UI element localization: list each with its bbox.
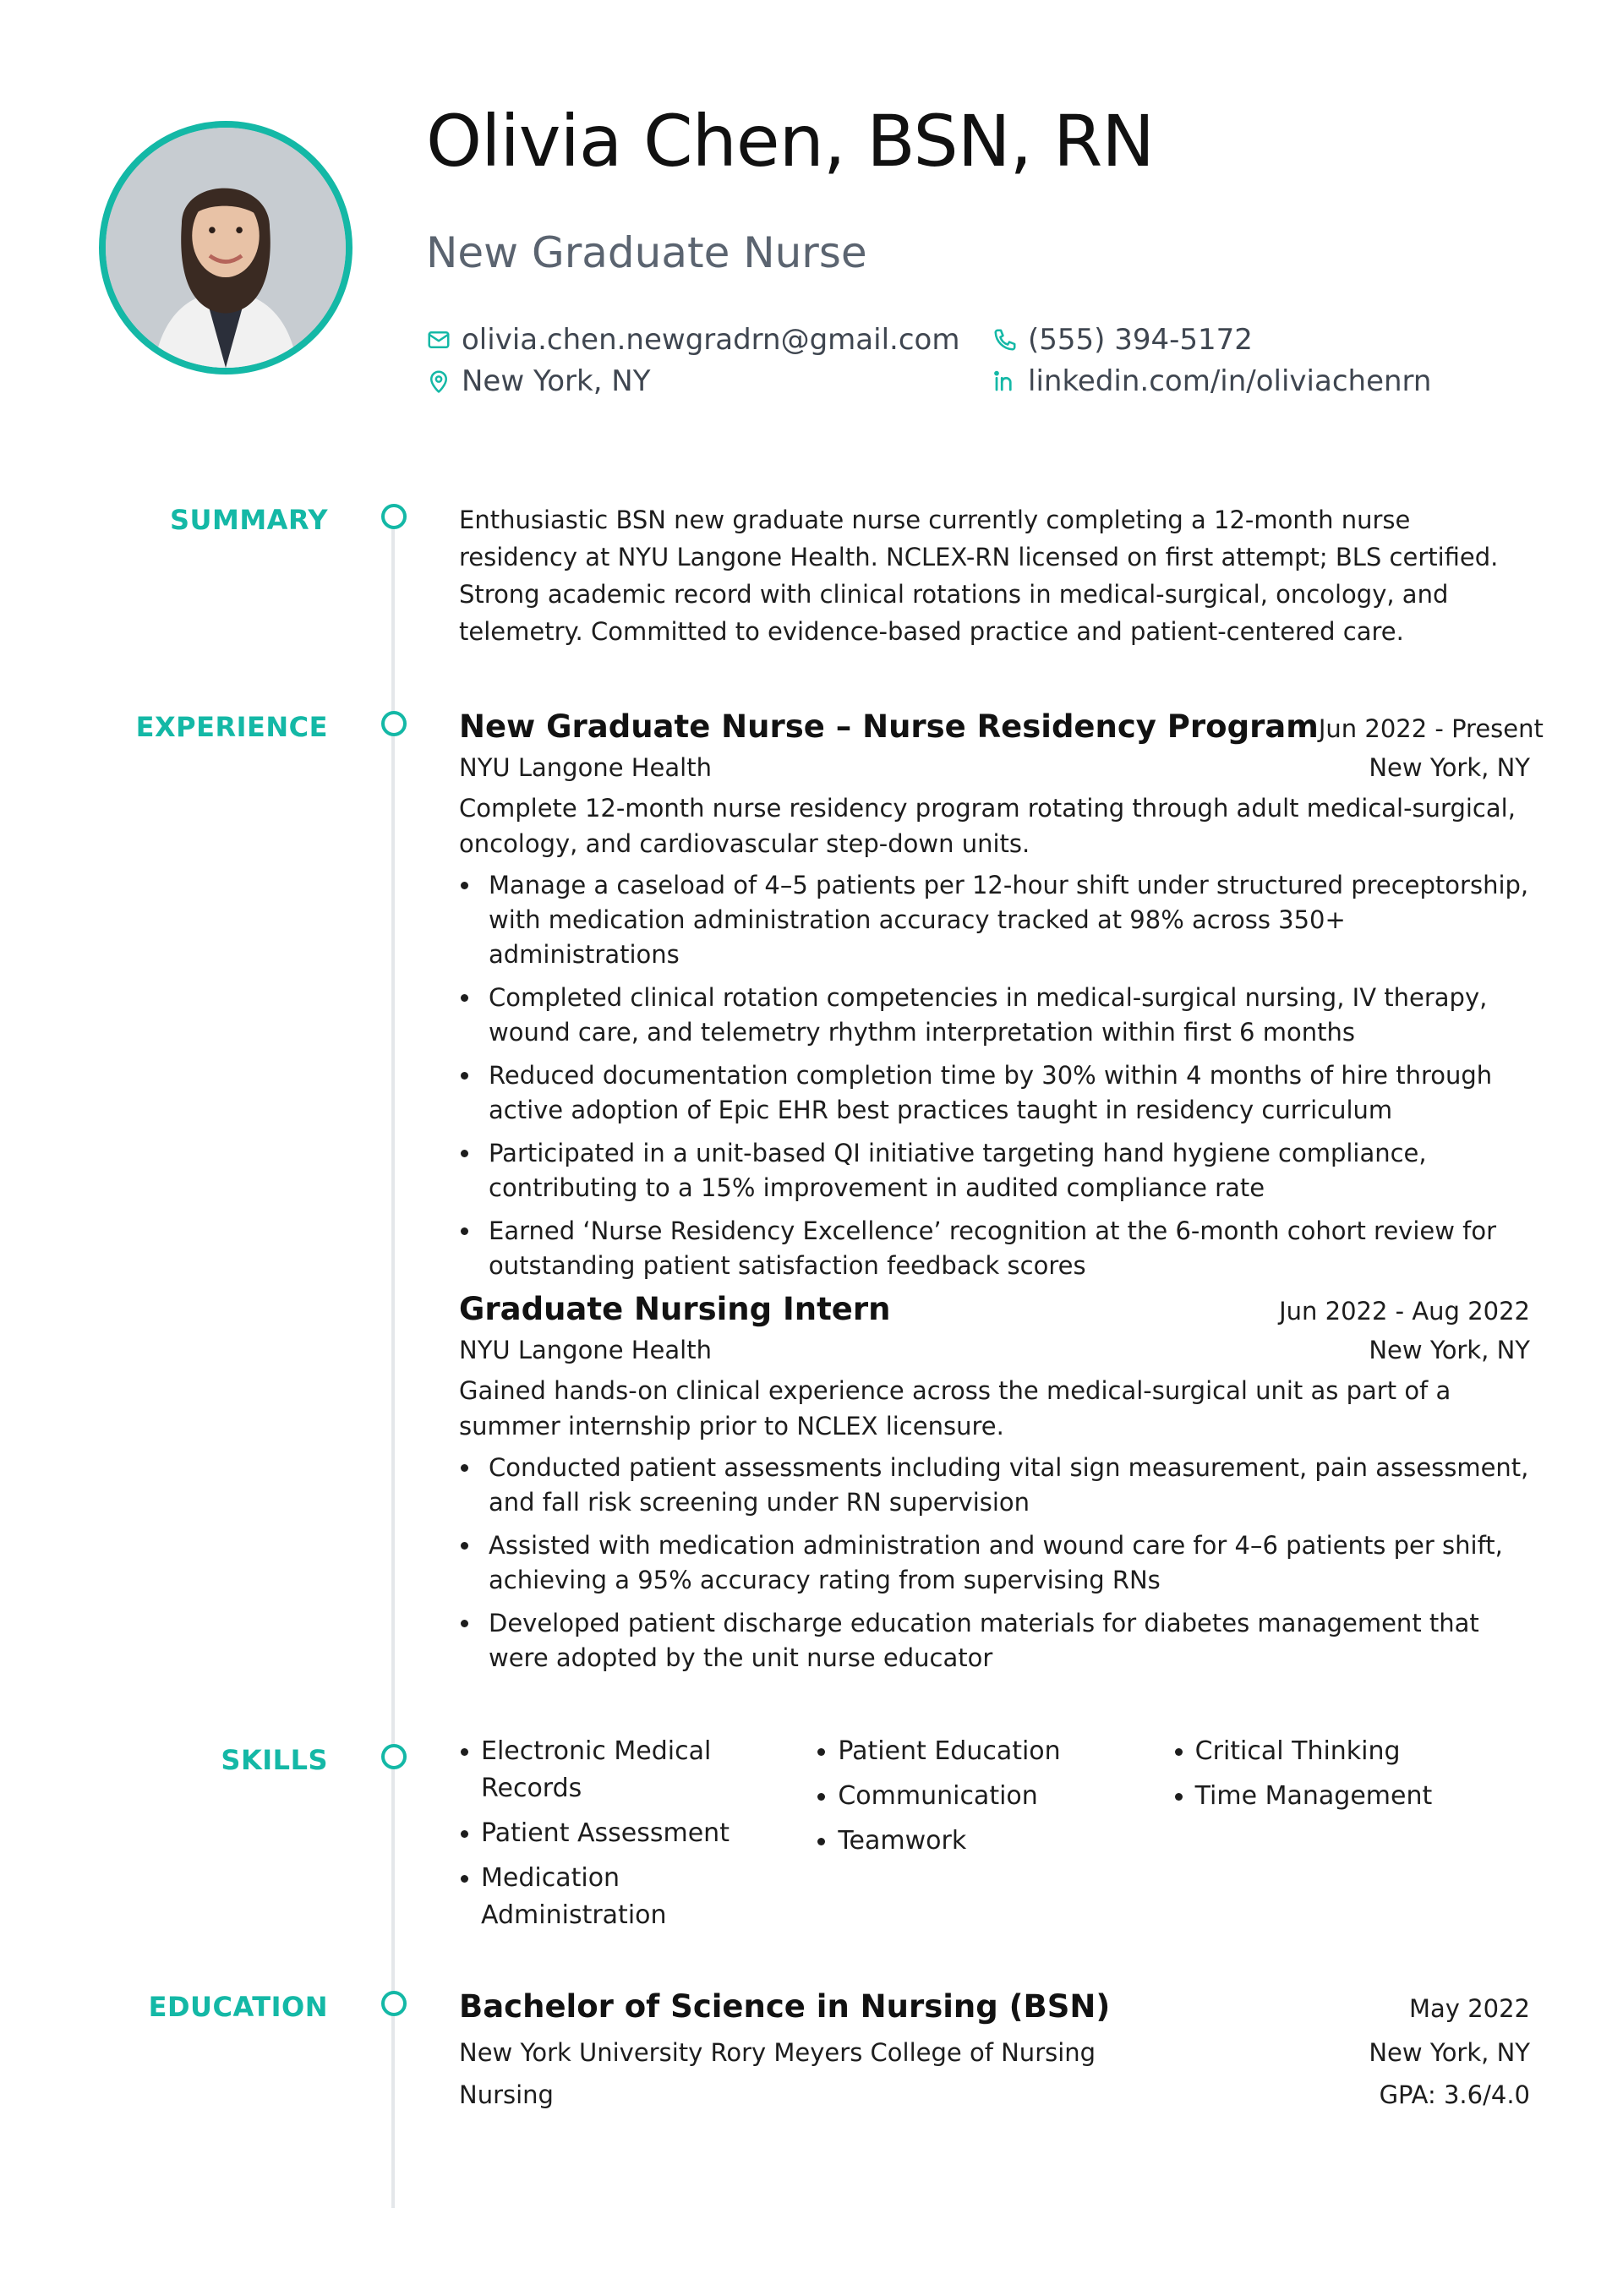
education-date: May 2022 <box>1409 1994 1530 2023</box>
school-location: New York, NY <box>1369 2038 1530 2067</box>
degree-title: Bachelor of Science in Nursing (BSN) <box>459 1988 1111 2025</box>
education-item <box>459 1988 1530 2109</box>
timeline-dot <box>381 504 407 529</box>
section-label-experience: EXPERIENCE <box>135 711 328 743</box>
job-dates: Jun 2022 - Aug 2022 <box>1279 1297 1530 1326</box>
school-name: New York University Rory Meyers College of Nursing <box>459 2038 1096 2067</box>
skills-grid <box>459 1733 1530 1942</box>
map-pin-icon <box>426 369 451 394</box>
skill-item: Patient Education <box>816 1733 1125 1770</box>
candidate-name: Olivia Chen, BSN, RN <box>426 100 1155 183</box>
skills-column <box>1173 1733 1530 1942</box>
contact-email[interactable] <box>426 323 959 357</box>
gpa: GPA: 3.6/4.0 <box>1379 2080 1530 2109</box>
summary-text: Enthusiastic BSN new graduate nurse currently completing a 12-month nurse residency at NYU Langone Health. NCLEX-RN licensed on first attempt; BLS certified. Strong academic record with clinical rotations in medical-surgical, oncology, and telemetry. Committed to evidence-based practice and patient-centered care. <box>459 506 1499 646</box>
profile-photo-illustration <box>106 128 346 368</box>
skill-item: Electronic Medical Records <box>459 1733 768 1807</box>
field-of-study: Nursing <box>459 2080 554 2109</box>
skill-item: Teamwork <box>816 1823 1125 1860</box>
skill-item: Medication Administration <box>459 1860 768 1934</box>
job-organization: NYU Langone Health <box>459 1336 712 1364</box>
candidate-role: New Graduate Nurse <box>426 228 867 277</box>
list-item: Earned ‘Nurse Residency Excellence’ recognition at the 6-month cohort review for outstanding patient satisfaction feedback scores <box>459 1214 1530 1283</box>
job-description: Complete 12-month nurse residency program rotating through adult medical-surgical, oncology, and cardiovascular step-down units. <box>459 794 1516 858</box>
location-text: New York, NY <box>462 364 651 398</box>
timeline-dot <box>381 1991 407 2016</box>
job-bullets <box>459 1451 1530 1676</box>
experience-item <box>459 1291 1530 1684</box>
contact-phone[interactable] <box>992 323 1253 357</box>
skills-column <box>816 1733 1172 1942</box>
skill-item: Communication <box>816 1778 1125 1815</box>
job-organization: NYU Langone Health <box>459 753 712 782</box>
list-item: Assisted with medication administration and wound care for 4–6 patients per shift, achieving a 95% accuracy rating from supervising RNs <box>459 1528 1530 1598</box>
linkedin-text[interactable]: linkedin.com/in/oliviachenrn <box>1028 364 1432 398</box>
job-title: Graduate Nursing Intern <box>459 1291 891 1327</box>
contact-location <box>426 364 651 398</box>
section-label-education: EDUCATION <box>148 1991 328 2023</box>
job-bullets <box>459 868 1530 1283</box>
section-label-skills: SKILLS <box>221 1744 328 1776</box>
skill-item: Patient Assessment <box>459 1815 768 1852</box>
job-location: New York, NY <box>1369 753 1530 782</box>
list-item: Conducted patient assessments including vital sign measurement, pain assessment, and fall risk screening under RN supervision <box>459 1451 1530 1520</box>
list-item: Manage a caseload of 4–5 patients per 12-hour shift under structured preceptorship, with medication administration accuracy tracked at 98% across 350+ administrations <box>459 868 1530 972</box>
job-title: New Graduate Nurse – Nurse Residency Program <box>459 708 1319 745</box>
section-label-summary: SUMMARY <box>169 504 328 536</box>
profile-photo <box>99 121 352 374</box>
list-item: Completed clinical rotation competencies in medical-surgical nursing, IV therapy, wound care, and telemetry rhythm interpretation within first 6 months <box>459 981 1530 1050</box>
job-description: Gained hands-on clinical experience across the medical-surgical unit as part of a summer internship prior to NCLEX licensure. <box>459 1376 1451 1440</box>
job-dates: Jun 2022 - Present <box>1318 714 1544 743</box>
list-item: Developed patient discharge education materials for diabetes management that were adopted by the unit nurse educator <box>459 1606 1530 1676</box>
contact-linkedin[interactable] <box>992 364 1431 398</box>
phone-text[interactable]: (555) 394-5172 <box>1028 323 1253 357</box>
skills-column <box>459 1733 816 1942</box>
timeline-dot <box>381 711 407 736</box>
email-text[interactable]: olivia.chen.newgradrn@gmail.com <box>462 323 960 357</box>
timeline-line <box>391 517 395 2208</box>
linkedin-icon <box>992 369 1018 394</box>
skill-item: Time Management <box>1173 1778 1483 1815</box>
list-item: Reduced documentation completion time by 30% within 4 months of hire through active adoption of Epic EHR best practices taught in residency curriculum <box>459 1058 1530 1128</box>
job-location: New York, NY <box>1369 1336 1530 1364</box>
phone-icon <box>992 327 1018 353</box>
skill-item: Critical Thinking <box>1173 1733 1483 1770</box>
list-item: Participated in a unit-based QI initiative targeting hand hygiene compliance, contributing to a 15% improvement in audited compliance rate <box>459 1136 1530 1205</box>
experience-item <box>459 708 1544 1292</box>
mail-icon <box>426 327 451 353</box>
timeline-dot <box>381 1744 407 1769</box>
